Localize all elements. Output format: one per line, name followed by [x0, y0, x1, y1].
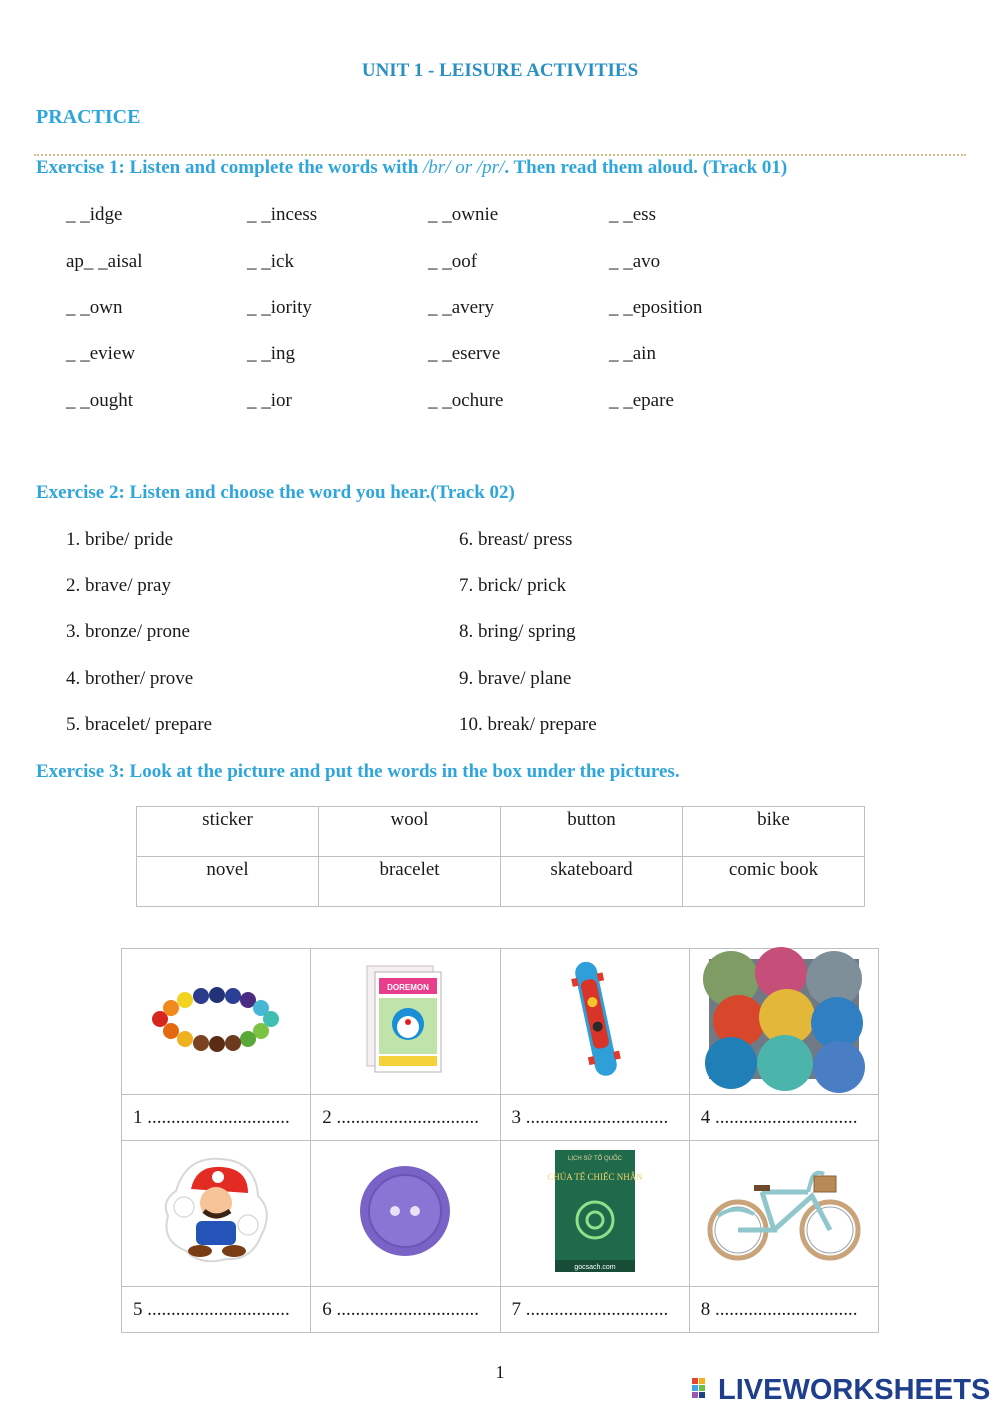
answer-label[interactable]: 3 .............................. — [500, 1095, 689, 1141]
picture-cell-4 — [689, 949, 878, 1095]
ex1-word: _ _ochure — [428, 390, 504, 411]
page-number: 1 — [495, 1362, 505, 1382]
ex1-word: _ _eserve — [428, 343, 501, 364]
word-box-cell: wool — [319, 807, 501, 857]
ex1-word: _ _idge — [66, 204, 123, 225]
ex1-word: _ _eposition — [609, 297, 703, 318]
ex1-word: _ _oof — [428, 251, 478, 272]
ex2-item[interactable]: 6. breast/ press — [459, 529, 573, 550]
comic-cover-title: DOREMON — [387, 983, 430, 992]
word-box-cell: bike — [683, 807, 865, 857]
ex1-word: _ _incess — [247, 204, 318, 225]
answer-label[interactable]: 7 .............................. — [500, 1287, 689, 1333]
ex1-word: _ _ain — [609, 343, 656, 364]
picture-cell-6 — [311, 1141, 500, 1287]
ex1-word: _ _avo — [609, 251, 661, 272]
ex1-word: _ _avery — [428, 297, 494, 318]
exercise-1-heading — [36, 157, 787, 179]
ex1-word: _ _ownie — [428, 204, 499, 225]
picture-cell-5 — [122, 1141, 311, 1287]
page-title: UNIT 1 - LEISURE ACTIVITIES — [361, 60, 639, 81]
picture-cell-2 — [311, 949, 500, 1095]
liveworksheets-text: LIVEWORKSHEETS — [718, 1373, 991, 1406]
ex1-word: _ _ing — [247, 343, 296, 364]
word-box-cell: comic book — [683, 857, 865, 907]
ex2-item[interactable]: 5. bracelet/ prepare — [66, 714, 213, 735]
ex1-word: _ _ought — [66, 390, 134, 411]
ex2-item[interactable]: 1. bribe/ pride — [66, 529, 174, 550]
comic-book-image — [365, 964, 445, 1074]
novel-cover-site: gocsach.com — [574, 1264, 616, 1271]
skateboard-image — [570, 957, 620, 1082]
ex1-word: _ _ick — [247, 251, 294, 272]
answer-label[interactable]: 8 .............................. — [689, 1287, 878, 1333]
exercise-1-heading-tail: . Then read them aloud. (Track 01) — [504, 157, 788, 178]
liveworksheets-icon — [692, 1378, 714, 1402]
answer-label[interactable]: 2 .............................. — [311, 1095, 500, 1141]
answer-label[interactable]: 5 .............................. — [122, 1287, 311, 1333]
ex1-word: _ _iority — [247, 297, 312, 318]
picture-cell-1 — [122, 949, 311, 1095]
ex2-item[interactable]: 9. brave/ plane — [459, 668, 572, 689]
ex1-word: _ _epare — [609, 390, 674, 411]
word-box — [136, 806, 865, 907]
word-box-cell: sticker — [137, 807, 319, 857]
exercise-1-heading-text: Exercise 1: Listen and complete the words with — [36, 157, 424, 178]
wool-image — [709, 959, 859, 1079]
word-box-cell: bracelet — [319, 857, 501, 907]
word-box-cell: novel — [137, 857, 319, 907]
ex1-word: _ _eview — [66, 343, 136, 364]
section-title: PRACTICE — [36, 106, 141, 128]
button-image — [355, 1161, 455, 1261]
ex1-word: _ _own — [66, 297, 123, 318]
bracelet-image — [146, 984, 286, 1054]
word-box-cell: button — [501, 807, 683, 857]
exercise-3-heading: Exercise 3: Look at the picture and put the words in the box under the pictures. — [36, 761, 680, 782]
exercise-1-sounds: /br/ or /pr/ — [423, 157, 505, 178]
picture-cell-7 — [500, 1141, 689, 1287]
answer-label[interactable]: 4 .............................. — [689, 1095, 878, 1141]
picture-cell-8 — [689, 1141, 878, 1287]
liveworksheets-logo — [692, 1374, 990, 1406]
ex2-item[interactable]: 2. brave/ pray — [66, 575, 171, 596]
ex1-word: _ _ior — [247, 390, 292, 411]
ex2-item[interactable]: 4. brother/ prove — [66, 668, 194, 689]
ex1-word: ap_ _aisal — [66, 251, 143, 272]
ex2-item[interactable]: 7. brick/ prick — [459, 575, 567, 596]
answer-label[interactable]: 6 .............................. — [311, 1287, 500, 1333]
novel-cover-top: LỊCH SỬ TỔ QUỐC — [567, 1156, 622, 1162]
word-box-cell: skateboard — [501, 857, 683, 907]
ex2-item[interactable]: 8. bring/ spring — [459, 621, 576, 642]
picture-cell-3 — [500, 949, 689, 1095]
dotted-divider — [34, 154, 966, 156]
bike-image — [704, 1156, 864, 1266]
exercise-2-heading: Exercise 2: Listen and choose the word you hear.(Track 02) — [36, 482, 515, 503]
ex1-word: _ _ess — [609, 204, 656, 225]
ex2-item[interactable]: 3. bronze/ prone — [66, 621, 190, 642]
novel-image — [546, 1150, 643, 1272]
novel-cover-title: CHÚA TỂ CHIẾC NHẪN — [546, 1172, 643, 1182]
answer-label[interactable]: 1 .............................. — [122, 1095, 311, 1141]
ex2-item[interactable]: 10. break/ prepare — [459, 714, 597, 735]
picture-grid — [121, 948, 879, 1333]
sticker-image — [156, 1151, 276, 1271]
